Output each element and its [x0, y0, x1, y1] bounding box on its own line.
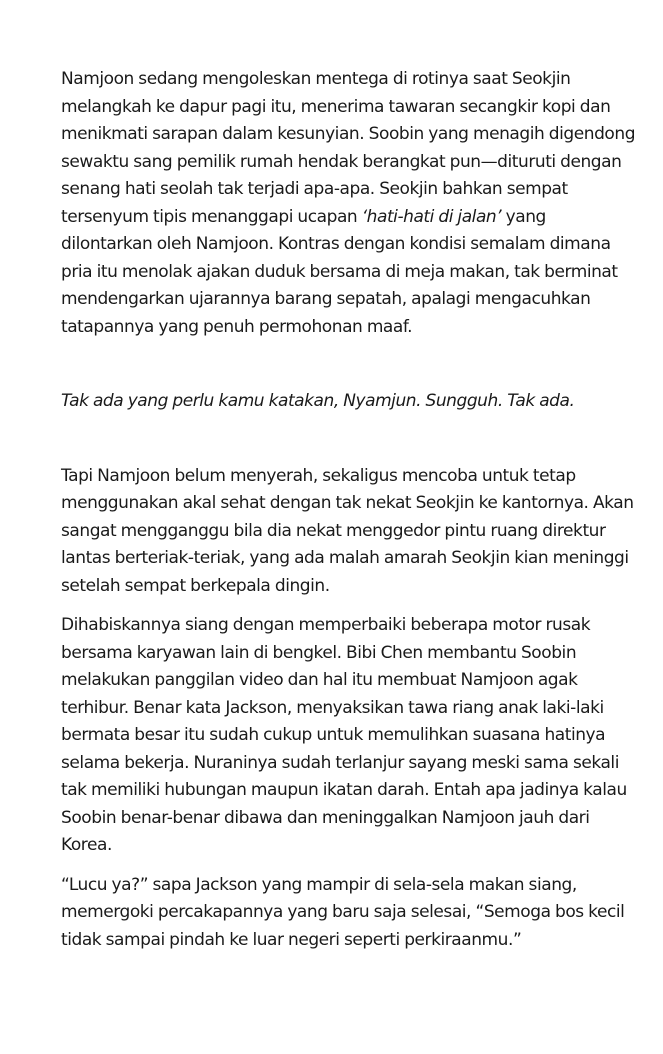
paragraph-4: Dihabiskannya siang dengan memperbaiki beberapa motor rusak bersama karyawan lain di bengkel. Bibi Chen membantu Soobin melakukan panggilan video dan hal itu membuat Namjoon agak terhibur. Benar kata Jackson, menyaksikan tawa riang anak laki-laki bermata besar itu sudah cukup untuk memulihkan suasana hatinya selama bekerja. Nuraninya sudah terlanjur sayang meski sama sekali tak memiliki hubungan maupun ikatan darah. Entah apa jadinya kalau Soobin benar-benar dibawa dan meninggalkan Namjoon jauh dari Korea.	[61, 615, 627, 855]
paragraph-1-italic-quote: ‘hati-hati di jalan’	[361, 206, 502, 227]
paragraph-1	[61, 66, 641, 341]
paragraph-3: Tapi Namjoon belum menyerah, sekaligus mencoba untuk tetap menggunakan akal sehat dengan tak nekat Seokjin ke kantornya. Akan sangat mengganggu bila dia nekat menggedor pintu ruang direktur lantas berteriak-teriak, yang ada malah amarah Seokjin kian meninggi setelah sempat berkepala dingin.	[61, 465, 634, 596]
paragraph-1-text-a: Namjoon sedang mengoleskan mentega di rotinya saat Seokjin melangkah ke dapur pagi itu, menerima tawaran secangkir kopi dan menikmati sarapan dalam kesunyian. Soobin yang menagih digendong sewaktu sang pemilik rumah hendak berangkat pun—dituruti dengan senang hati seolah tak terjadi apa-apa. Seokjin bahkan sempat tersenyum tipis menanggapi ucapan	[61, 69, 636, 227]
paragraph-5: “Lucu ya?” sapa Jackson yang mampir di sela-sela makan siang, memergoki percakapannya yang baru saja selesai, “Semoga bos kecil tidak sampai pindah ke luar negeri seperti perkiraanmu.”	[61, 874, 625, 950]
paragraph-2-italic-thought: Tak ada yang perlu kamu katakan, Nyamjun. Sungguh. Tak ada.	[61, 391, 575, 411]
paragraph-1-text-b: yang dilontarkan oleh Namjoon. Kontras dengan kondisi semalam dimana pria itu menolak ajakan duduk bersama di meja makan, tak berminat mendengarkan ujarannya barang sepatah, apalagi mengacuhkan tatapannya yang penuh permohonan maaf.	[61, 206, 618, 337]
